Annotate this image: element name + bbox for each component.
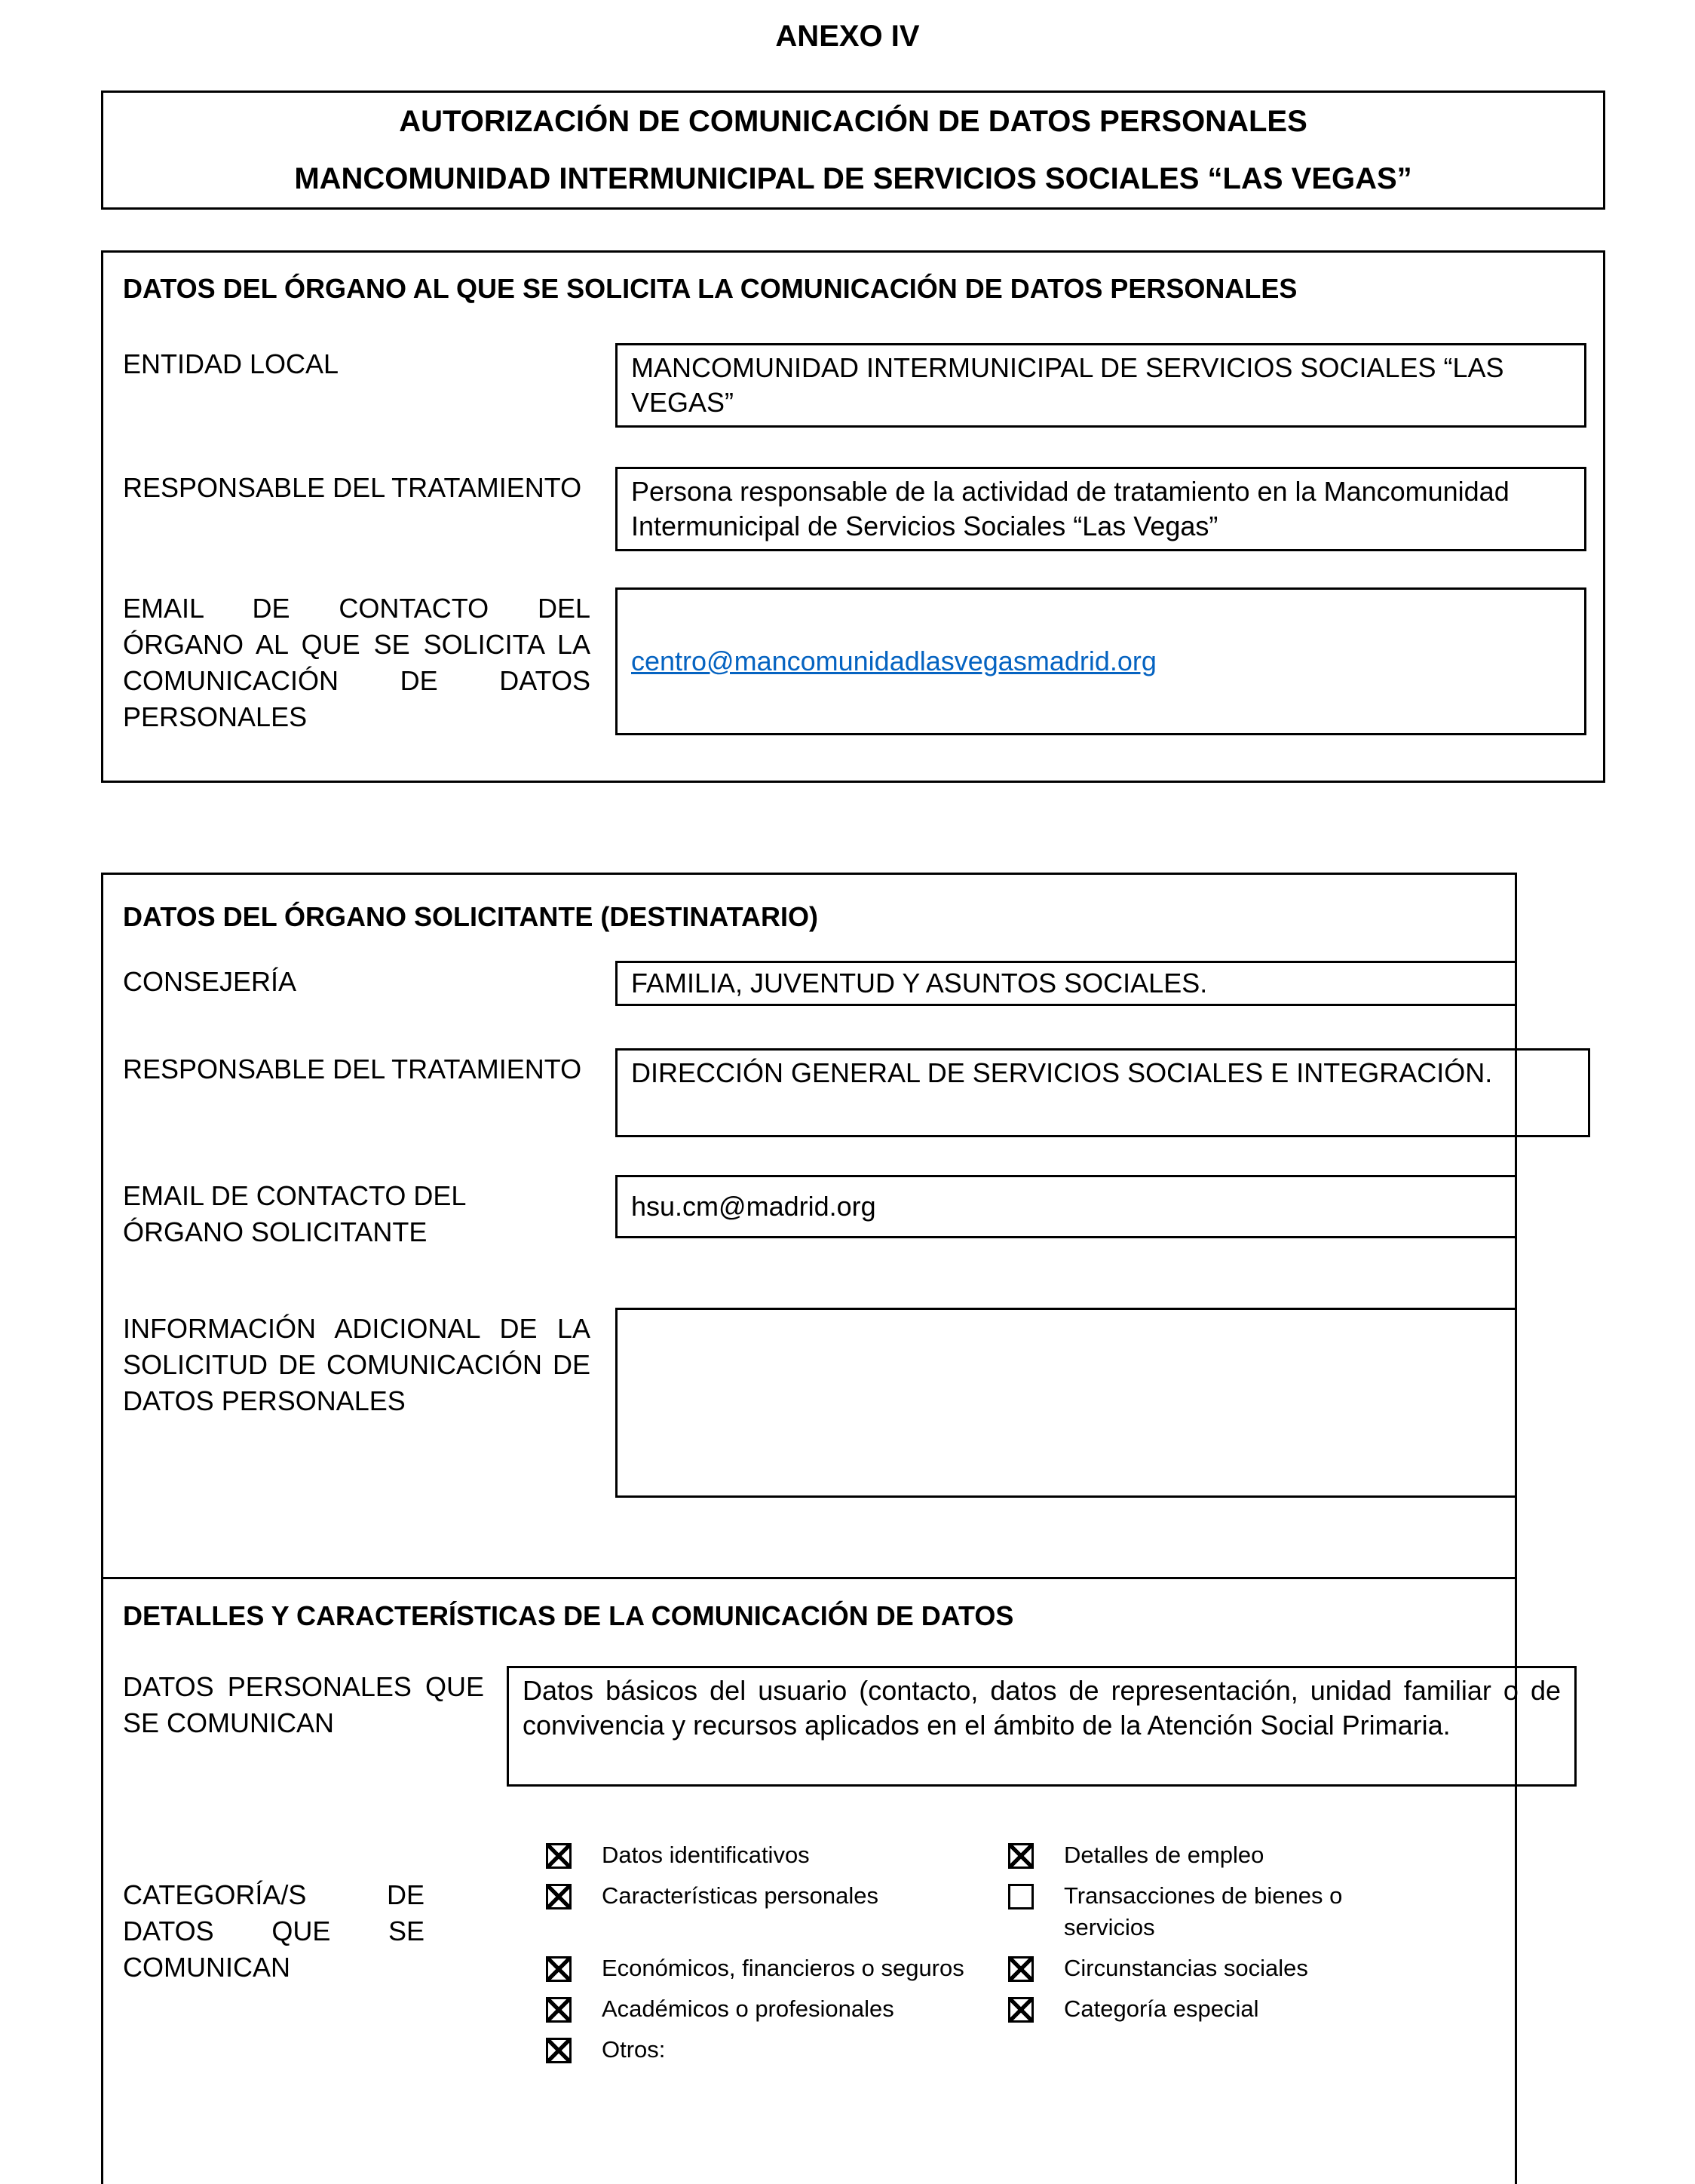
checkbox-label-categoria-especial: Categoría especial [1064,1995,1259,2022]
informacion-adicional-label: INFORMACIÓN ADICIONAL DE LA SOLICITUD DE COMUNICACIÓN DE DATOS PERSONALES [123,1313,590,1416]
section-organo-solicitante [101,873,1517,1577]
form-row-informacion-adicional [123,1308,1515,1498]
email-organo-solicitado-label: EMAIL DE CONTACTO DEL ÓRGANO AL QUE SE SOLICITA LA COMUNICACIÓN DE DATOS PERSONALES [123,593,590,732]
email-solicitante-label: EMAIL DE CONTACTO DEL ÓRGANO SOLICITANTE [123,1180,466,1247]
section-detalles-comunicacion [101,1577,1561,2184]
form-row-responsable-tratamiento [123,467,1586,551]
checkbox-label-datos-identificativos: Datos identificativos [602,1842,810,1868]
form-row-responsable-solicitante [123,1048,1515,1137]
checkbox-transacciones-bienes[interactable] [1008,1884,1034,1909]
contact-email-link[interactable]: centro@mancomunidadlasvegasmadrid.org [631,646,1157,676]
header-line2: MANCOMUNIDAD INTERMUNICIPAL DE SERVICIOS SOCIALES “LAS VEGAS” [294,162,1412,195]
categories-checkbox-grid [507,1839,1426,2066]
checkbox-label-detalles-empleo: Detalles de empleo [1064,1842,1264,1868]
checkbox-label-circunstancias-sociales: Circunstancias sociales [1064,1955,1308,1981]
responsable-tratamiento-field[interactable]: Persona responsable de la actividad de tratamiento en la Mancomunidad Intermunicipal de Servicios Sociales “Las Vegas” [615,467,1586,551]
email-organo-solicitado-field[interactable] [615,587,1586,735]
entidad-local-field[interactable]: MANCOMUNIDAD INTERMUNICIPAL DE SERVICIOS SOCIALES “LAS VEGAS” [615,343,1586,428]
checkbox-label-caracteristicas-personales: Características personales [602,1882,878,1909]
consejeria-label: CONSEJERÍA [123,966,297,997]
checkbox-label-academicos-profesionales: Académicos o profesionales [602,1995,894,2022]
section-heading-organo-solicitante: DATOS DEL ÓRGANO SOLICITANTE (DESTINATARIO) [123,901,818,932]
checkbox-circunstancias-sociales[interactable] [1008,1956,1034,1982]
datos-personales-field[interactable]: Datos básicos del usuario (contacto, datos de representación, unidad familiar o de convivencia y recursos aplicados en el ámbito de la Atención Social Primaria. [507,1666,1577,1787]
entidad-local-label: ENTIDAD LOCAL [123,348,339,379]
checkbox-label-economicos-financieros: Económicos, financieros o seguros [602,1955,964,1981]
responsable-solicitante-field[interactable]: DIRECCIÓN GENERAL DE SERVICIOS SOCIALES E INTEGRACIÓN. [615,1048,1590,1137]
form-row-email-solicitante [123,1175,1515,1250]
categorias-label [123,1839,507,1986]
checkbox-economicos-financieros[interactable] [546,1956,572,1982]
responsable-tratamiento-label: RESPONSABLE DEL TRATAMIENTO [123,472,582,503]
checkbox-detalles-empleo[interactable] [1008,1843,1034,1869]
checkbox-categoria-especial[interactable] [1008,1997,1034,2023]
email-solicitante-field[interactable]: hsu.cm@madrid.org [615,1175,1517,1238]
consejeria-field[interactable]: FAMILIA, JUVENTUD Y ASUNTOS SOCIALES. [615,961,1517,1006]
header-line1: AUTORIZACIÓN DE COMUNICACIÓN DE DATOS PERSONALES [399,105,1307,138]
checkbox-caracteristicas-personales[interactable] [546,1884,572,1909]
categorias-label-text: CATEGORÍA/S DE DATOS QUE SE COMUNICAN [123,1879,425,1983]
informacion-adicional-field[interactable] [615,1308,1517,1498]
form-row-consejeria [123,961,1515,1006]
page-title: ANEXO IV [775,20,920,53]
checkbox-academicos-profesionales[interactable] [546,1997,572,2023]
checkbox-otros[interactable] [546,2038,572,2063]
datos-personales-label: DATOS PERSONALES QUE SE COMUNICAN [123,1671,484,1738]
checkbox-datos-identificativos[interactable] [546,1843,572,1869]
checkbox-label-otros: Otros: [602,2036,666,2063]
responsable-solicitante-label: RESPONSABLE DEL TRATAMIENTO [123,1054,582,1084]
section-heading-organo-solicitado: DATOS DEL ÓRGANO AL QUE SE SOLICITA LA COMUNICACIÓN DE DATOS PERSONALES [123,273,1298,304]
checkbox-label-transacciones-bienes: Transacciones de bienes o servicios [1064,1882,1343,1940]
section-heading-detalles: DETALLES Y CARACTERÍSTICAS DE LA COMUNICACIÓN DE DATOS [123,1600,1014,1631]
section-organo-solicitado [101,250,1605,783]
header-box [101,90,1605,210]
form-row-categorias [123,1839,1515,2066]
form-row-datos-personales [123,1666,1561,1787]
form-row-email-organo-solicitado [123,587,1586,735]
form-row-entidad-local [123,343,1586,428]
